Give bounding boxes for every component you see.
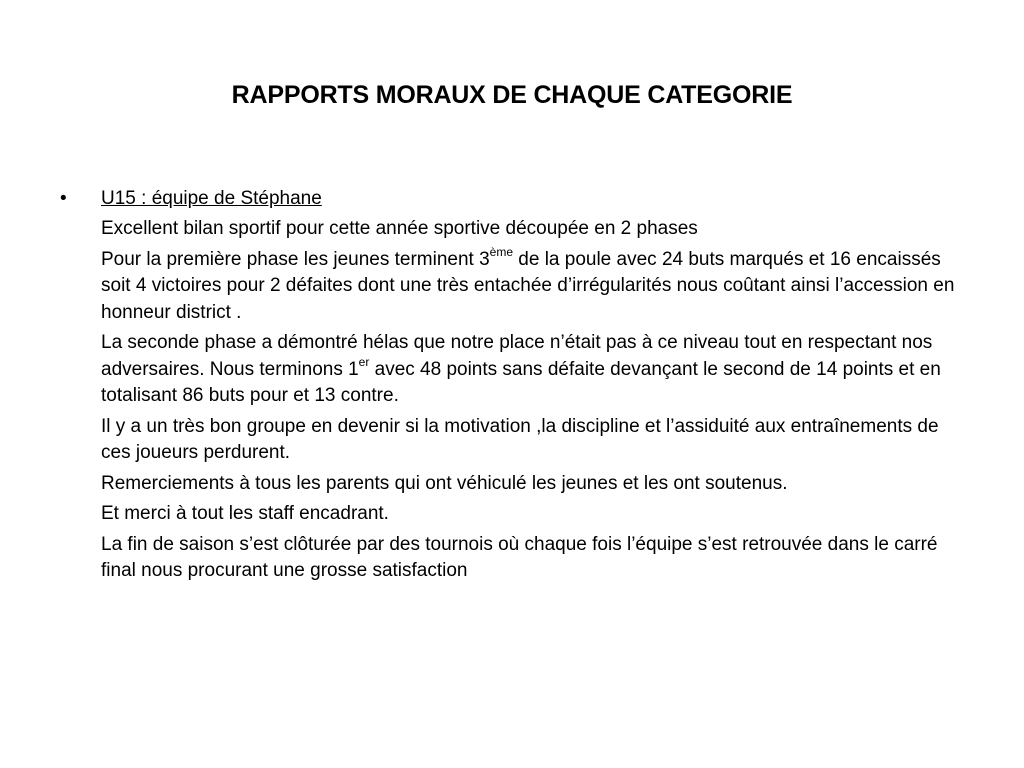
paragraph-fin-saison: La fin de saison s’est clôturée par des tournois où chaque fois l’équipe s’est retrouvée dans le carré final nous procurant une grosse satisfaction	[101, 533, 938, 581]
paragraph-staff: Et merci à tout les staff encadrant.	[101, 503, 389, 524]
slide-title: RAPPORTS MORAUX DE CHAQUE CATEGORIE	[231, 81, 793, 109]
bullet-icon: •	[60, 188, 67, 209]
paragraph-groupe: Il y a un très bon groupe en devenir si la motivation ,la discipline et l’assiduité aux entraînements de ces joueurs perdurent.	[101, 415, 939, 463]
paragraph-remerciements: Remerciements à tous les parents qui ont véhiculé les jeunes et les ont soutenus.	[101, 472, 788, 494]
paragraph-premiere-phase: Pour la première phase les jeunes terminent 3ème de la poule avec 24 buts marqués et 16 encaissés soit 4 victoires pour 2 défaites dont une très entachée d’irrégularités nous coûtant ainsi l’accession en honneur district .	[101, 245, 955, 323]
section-heading: U15 : équipe de Stéphane	[101, 188, 322, 209]
paragraph-bilan: Excellent bilan sportif pour cette année sportive découpée en 2 phases	[101, 218, 698, 239]
slide-content	[60, 185, 960, 589]
superscript-rank: er	[358, 355, 370, 370]
superscript-rank: ème	[489, 245, 513, 260]
paragraph-seconde-phase: La seconde phase a démontré hélas que notre place n’était pas à ce niveau tout en respectant nos adversaires. Nous terminons 1er avec 48 points sans défaite devançant le second de 14 points et en totalisant 86 buts pour et 13 contre.	[101, 332, 941, 406]
bullet-item-u15	[60, 185, 960, 212]
